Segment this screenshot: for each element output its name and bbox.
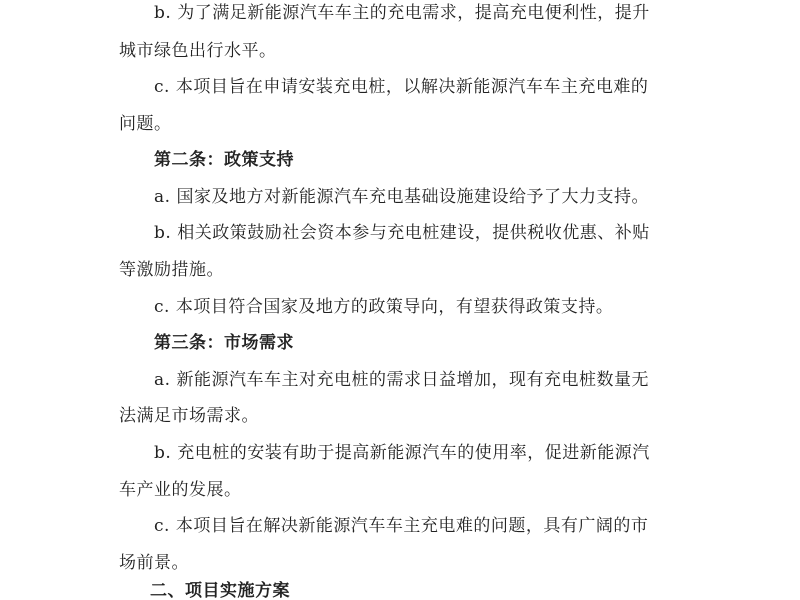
article-1-item-c-line-1: c. 本项目旨在申请安装充电桩，以解决新能源汽车车主充电难的 [154,77,649,97]
article-1-item-b-line-1: b. 为了满足新能源汽车车主的充电需求，提高充电便利性，提升 [154,3,650,23]
article-2-item-b-line-1: b. 相关政策鼓励社会资本参与充电桩建设，提供税收优惠、补贴 [154,223,650,243]
article-1-item-c-line-2: 问题。 [119,114,172,134]
article-3-item-c-line-1: c. 本项目旨在解决新能源汽车车主充电难的问题，具有广阔的市 [154,516,649,536]
article-3-item-a-line-1: a. 新能源汽车车主对充电桩的需求日益增加，现有充电桩数量无 [154,370,649,390]
article-2-item-c-line-1: c. 本项目符合国家及地方的政策导向，有望获得政策支持。 [154,297,614,317]
article-3-item-a-line-2: 法满足市场需求。 [119,406,259,426]
section-2-heading: 二、项目实施方案 [150,581,290,600]
article-2-item-b-line-2: 等激励措施。 [119,260,224,280]
article-3-item-b-line-2: 车产业的发展。 [119,480,242,500]
article-2-item-a-line-1: a. 国家及地方对新能源汽车充电基础设施建设给予了大力支持。 [154,187,649,207]
article-3-item-c-line-2: 场前景。 [119,553,189,573]
article-2-heading: 第二条：政策支持 [154,150,294,170]
article-3-heading: 第三条：市场需求 [154,333,294,353]
article-3-item-b-line-1: b. 充电桩的安装有助于提高新能源汽车的使用率，促进新能源汽 [154,443,650,463]
article-1-item-b-line-2: 城市绿色出行水平。 [119,41,277,61]
